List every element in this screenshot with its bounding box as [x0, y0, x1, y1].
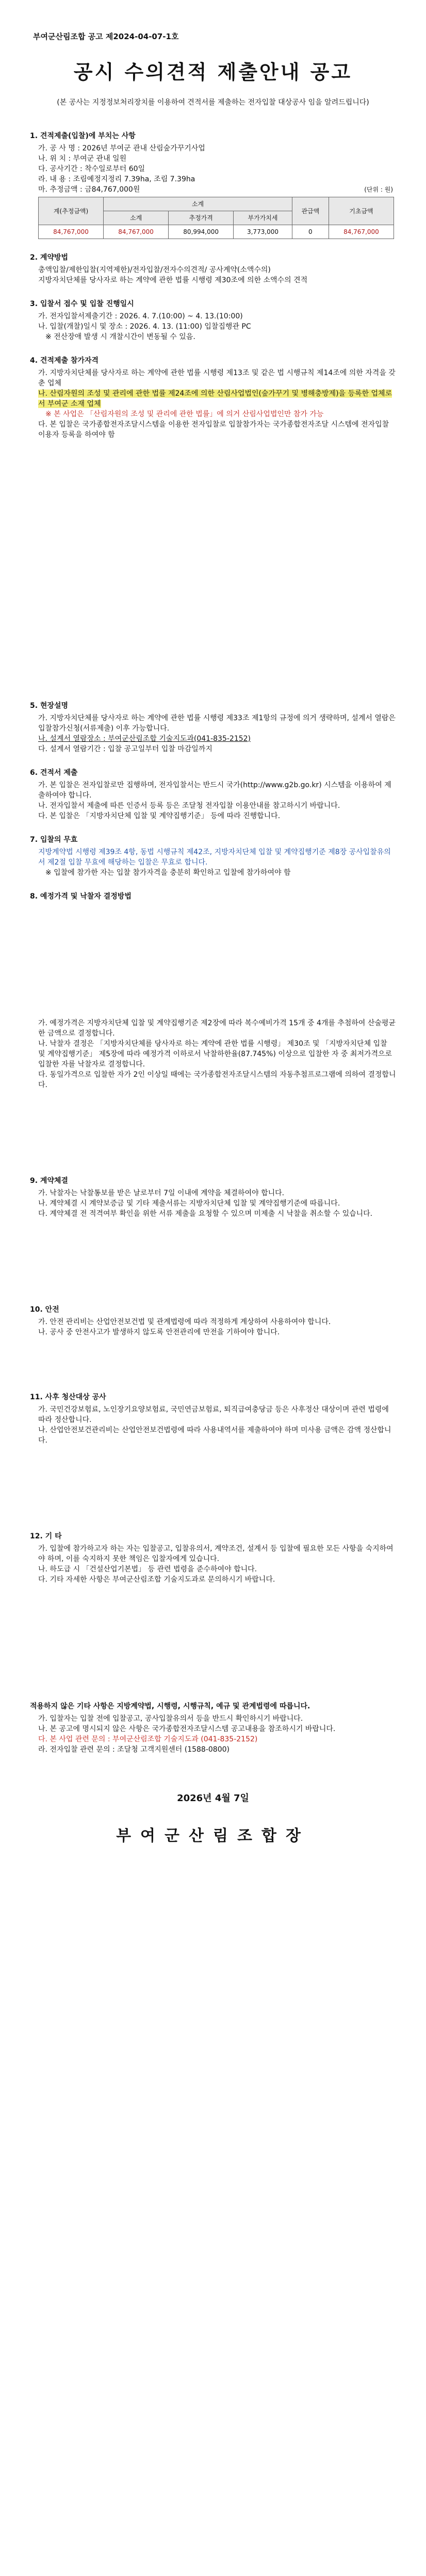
section-8-heading: 8. 예정가격 및 낙찰자 결정방법	[30, 892, 132, 901]
project-name: 가. 공 사 명 : 2026년 부여군 관내 산림숲가꾸기사업	[38, 144, 205, 152]
section-1	[30, 131, 396, 239]
budget-header-row	[39, 197, 394, 211]
design-view-place: 나. 설계서 열람장소 : 부여군산림조합 기술지도과(041-835-2152)	[38, 735, 251, 743]
eligibility-2-text: 나. 산림자원의 조성 및 관리에 관한 법률 제24조에 의한 산림사업법인(숲가꾸기 및 병해충방제)을 등록한 업체로서 부여군 소재 업체	[38, 389, 392, 408]
contract-2: 나. 계약체결 시 계약보증금 및 기타 제출서류는 지방자치단체 입찰 및 계약집행기준에 따릅니다.	[38, 1199, 340, 1208]
closing-1: 가. 입찰자는 입찰 전에 입찰공고, 공사입찰유의서 등을 반드시 확인하시기 바랍니다.	[38, 1715, 303, 1723]
section-1-heading: 1. 견적제출(입찰)에 부치는 사항	[30, 132, 136, 140]
bid-opening-note: ※ 전산장애 발생 시 개찰시간이 변동될 수 있음.	[45, 333, 195, 341]
project-location: 나. 위 치 : 부여군 관내 일원	[38, 155, 127, 163]
section-6	[30, 768, 396, 821]
submission-2: 나. 전자입찰서 제출에 따른 인증서 등록 등은 조달청 전자입찰 이용안내를 참고하시기 바랍니다.	[38, 802, 340, 810]
budget-header-supply: 관급액	[292, 197, 329, 225]
closing-2: 나. 본 공고에 명시되지 않은 사항은 국가종합전자조달시스템 공고내용을 참조하시기 바랍니다.	[38, 1725, 336, 1733]
submission-1: 가. 본 입찰은 전자입찰로만 집행하며, 전자입찰서는 반드시 국가(http://www.g2b.go.kr) 시스템을 이용하여 제출하여야 합니다.	[38, 781, 391, 800]
document-number: 부여군산림조합 공고 제2024-04-07-1호	[33, 32, 179, 41]
spacer	[30, 1598, 396, 1701]
eligibility-note: ※ 본 사업은 「산림자원의 조성 및 관리에 관한 법률」에 의거 산림사업법인만 참가 가능	[45, 410, 324, 418]
misc-1: 가. 입찰에 참가하고자 하는 자는 입찰공고, 입찰유의서, 계약조건, 설계서 등 입찰에 필요한 모든 사항을 숙지하여야 하며, 이를 숙지하지 못한 책임은 입찰자에게 있습니다.	[38, 1545, 394, 1563]
section-8	[30, 891, 396, 902]
budget-header-cost: 추정가격	[169, 211, 234, 225]
price-rule-3: 다. 동일가격으로 입찰한 자가 2인 이상일 때에는 국가종합전자조달시스템의 자동추첨프로그램에 의하여 결정합니다.	[38, 1071, 396, 1089]
section-9-heading: 9. 계약체결	[30, 1177, 69, 1185]
site-briefing-text: 가. 지방자치단체를 당사자로 하는 계약에 관한 법률 시행령 제33조 제1항의 규정에 의거 생략하며, 설계서 열람은 입찰참가신청(서류제출) 이후 가능합니다.	[38, 714, 396, 733]
issuing-organization: 부여군산림조합장	[116, 1827, 310, 1845]
section-11-heading: 11. 사후 청산대상 공사	[30, 1393, 106, 1401]
section-11	[30, 1392, 396, 1446]
budget-cost: 80,994,000	[169, 225, 234, 239]
invalid-bid-rule: 지방계약법 시행령 제39조 4항, 동법 시행규칙 제42조, 지방자치단체 입찰 및 계약집행기준 제8장 공사입찰유의서 제2절 입찰 무효에 해당하는 입찰은 무효로 합니다.	[38, 848, 391, 867]
lead-note: (본 공사는 지정정보처리장치를 이용하여 견적서를 제출하는 전자입찰 대상공사 임을 알려드립니다)	[57, 98, 369, 107]
section-12	[30, 1531, 396, 1585]
section-2	[30, 252, 396, 285]
section-5	[30, 701, 396, 754]
estimated-amount	[38, 184, 396, 195]
eligibility-2	[38, 388, 396, 409]
section-12-heading: 12. 기 타	[30, 1532, 62, 1540]
project-content: 라. 내 용 : 조림예정지정리 7.39ha, 조림 7.39ha	[38, 175, 195, 183]
spacer	[30, 1459, 396, 1531]
spacer	[30, 1232, 396, 1304]
closing-4: 라. 전자입찰 관련 문의 : 조달청 고객지원센터 (1588-0800)	[38, 1745, 230, 1754]
contract-basis: 지방자치단체를 당사자로 하는 계약에 관한 법률 시행령 제30조에 의한 소액수의 견적	[38, 276, 308, 284]
section-2-heading: 2. 계약방법	[30, 253, 69, 262]
safety-1: 가. 안전 관리비는 산업안전보건법 및 관계법령에 따라 적정하게 계상하여 사용하여야 합니다.	[38, 1318, 331, 1326]
spacer	[30, 453, 396, 701]
section-8-body	[30, 1018, 396, 1090]
section-5-heading: 5. 현장설명	[30, 702, 69, 710]
section-13-heading: 적용하지 않은 기타 사항은 지방계약법, 시행령, 시행규칙, 예규 및 관계법령에 따릅니다.	[30, 1702, 310, 1710]
spacer	[30, 1104, 396, 1176]
section-3-heading: 3. 입찰서 접수 및 입찰 진행일시	[30, 300, 134, 308]
budget-header-base: 기초금액	[329, 197, 394, 225]
budget-table	[38, 197, 394, 239]
budget-value-row	[39, 225, 394, 239]
estimated-amount-text: 마. 추정금액 : 금84,767,000원	[38, 185, 140, 194]
page-title: 공시 수의견적 제출안내 공고	[73, 61, 353, 83]
budget-subtotal: 84,767,000	[104, 225, 169, 239]
submission-3: 다. 본 입찰은 「지방자치단체 입찰 및 계약집행기준」 등에 따라 진행합니다.	[38, 812, 281, 820]
contract-method: 총액입찰/제한입찰(지역제한)/전자입찰/전자수의견적/ 공사계약(소액수의)	[38, 266, 271, 274]
section-13	[30, 1701, 396, 1755]
project-period: 다. 공사기간 : 착수일로부터 60일	[38, 165, 145, 173]
section-4	[30, 355, 396, 440]
section-4-heading: 4. 견적제출 참가자격	[30, 357, 99, 365]
notice-date: 2026년 4월 7일	[177, 1793, 249, 1804]
budget-header-sum: 소계	[104, 197, 292, 211]
price-rule-1: 가. 예정가격은 지방자치단체 입찰 및 계약집행기준 제2장에 따라 복수예비가격 15개 중 4개를 추첨하여 산술평균한 금액으로 결정합니다.	[38, 1019, 396, 1038]
section-7	[30, 835, 396, 878]
section-7-heading: 7. 입찰의 무효	[30, 836, 78, 844]
misc-2: 나. 하도급 시 「건설산업기본법」 등 관련 법령을 준수하여야 합니다.	[38, 1565, 257, 1573]
settlement-1: 가. 국민건강보험료, 노인장기요양보험료, 국민연금보험료, 퇴직급여충당금 등은 사후정산 대상이며 관련 법령에 따라 정산합니다.	[38, 1405, 389, 1424]
spacer	[30, 915, 396, 1018]
section-3	[30, 299, 396, 342]
eligibility-3: 다. 본 입찰은 국가종합전자조달시스템을 이용한 전자입찰로 입찰참가자는 국가종합전자조달 시스템에 전자입찰 이용자 등록을 하여야 함	[38, 420, 389, 439]
budget-vat: 3,773,000	[234, 225, 292, 239]
eligibility-1: 가. 지방자치단체를 당사자로 하는 계약에 관한 법률 시행령 제13조 및 같은 법 시행규칙 제14조에 의한 자격을 갖춘 업체	[38, 369, 396, 387]
unit-label: (단위 : 원)	[364, 186, 393, 193]
contract-3: 다. 계약체결 전 적격여부 확인을 위한 서류 제출을 요청할 수 있으며 미제출 시 낙찰을 취소할 수 있습니다.	[38, 1210, 373, 1218]
budget-header-vat: 부가가치세	[234, 211, 292, 225]
settlement-2: 나. 산업안전보건관리비는 산업안전보건법령에 따라 사용내역서를 제출하여야 하며 미사용 금액은 감액 정산합니다.	[38, 1426, 391, 1445]
section-10-heading: 10. 안전	[30, 1306, 59, 1314]
site-briefing	[38, 713, 396, 734]
spacer	[30, 1351, 396, 1392]
section-9	[30, 1176, 396, 1219]
budget-header-total: 계(추정금액)	[39, 197, 104, 225]
misc-3: 다. 기타 자세한 사항은 부여군산림조합 기술지도과로 문의하시기 바랍니다.	[38, 1575, 275, 1584]
budget-header-subtotal: 소계	[104, 211, 169, 225]
section-10	[30, 1304, 396, 1337]
bid-submission-period: 가. 전자입찰서제출기간 : 2026. 4. 7.(10:00) ~ 4. 13.(10:00)	[38, 312, 243, 320]
budget-supply: 0	[292, 225, 329, 239]
design-view-period: 다. 설계서 열람기간 : 입찰 공고일부터 입찰 마감일까지	[38, 745, 212, 753]
budget-base: 84,767,000	[329, 225, 394, 239]
section-6-heading: 6. 견적서 제출	[30, 769, 78, 777]
price-rule-2: 나. 낙찰자 결정은 「지방자치단체를 당사자로 하는 계약에 관한 법률 시행령」 제30조 및 「지방자치단체 입찰 및 계약집행기준」 제5장에 따라 예정가격 이하로서 낙찰하한율(87.745%) 이상으로 입찰한 자 중 최저가격으로 입찰한 자를 낙찰자로 결정합니다.	[38, 1040, 392, 1069]
bid-opening-datetime: 나. 입찰(개찰)일시 및 장소 : 2026. 4. 13. (11:00) 입찰집행관 PC	[38, 323, 251, 331]
safety-2: 나. 공사 중 안전사고가 발생하지 않도록 안전관리에 만전을 기하여야 합니다.	[38, 1328, 280, 1336]
budget-total: 84,767,000	[39, 225, 104, 239]
contract-1: 가. 낙찰자는 낙찰통보를 받은 날로부터 7일 이내에 계약을 체결하여야 합니다.	[38, 1189, 285, 1197]
invalid-bid-note: ※ 입찰에 참가한 자는 입찰 참가자격을 충분히 확인하고 입찰에 참가하여야 함	[45, 869, 291, 877]
closing-3: 다. 본 사업 관련 문의 : 부여군산림조합 기술지도과 (041-835-2152)	[38, 1735, 258, 1743]
